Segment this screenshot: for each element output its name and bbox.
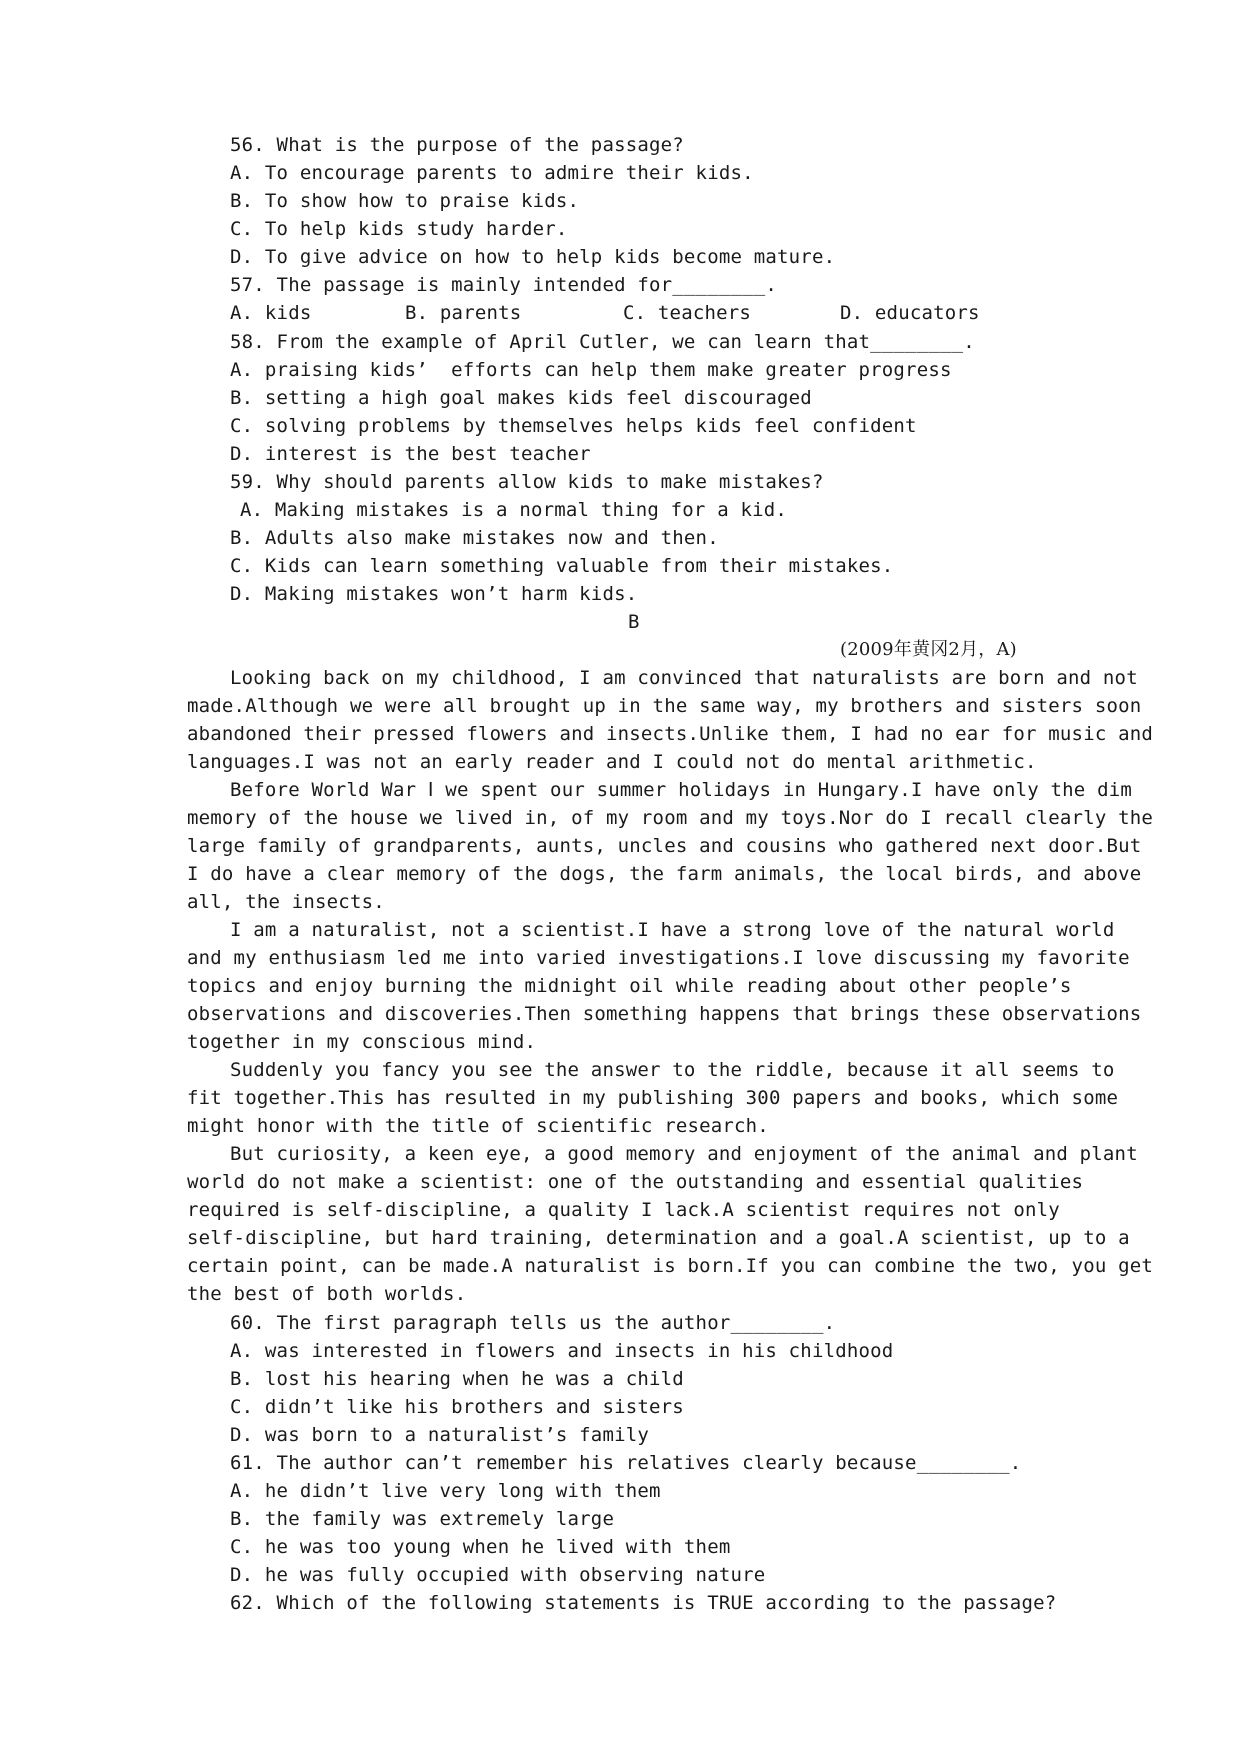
passage-line: large family of grandparents, aunts, uncles and cousins who gathered next door.But <box>187 835 1142 857</box>
passage-line: made.Although we were all brought up in the same way, my brothers and sisters soon <box>187 695 1142 717</box>
passage-line: the best of both worlds. <box>187 1283 467 1305</box>
question-62: 62. Which of the following statements is TRUE according to the passage? <box>230 1592 1057 1614</box>
option-58d: D. interest is the best teacher <box>230 443 591 465</box>
option-59a: A. Making mistakes is a normal thing for a kid. <box>240 499 788 521</box>
passage-line: certain point, can be made.A naturalist is born.If you can combine the two, you get <box>187 1255 1154 1277</box>
passage-line: all, the insects. <box>187 891 385 913</box>
option-60a: A. was interested in flowers and insects in his childhood <box>230 1340 894 1362</box>
option-57a: A. kids <box>230 302 312 324</box>
passage-line: memory of the house we lived in, of my room and my toys.Nor do I recall clearly the <box>187 807 1154 829</box>
question-61: 61. The author can’t remember his relatives clearly because________. <box>230 1452 1022 1474</box>
option-59c: C. Kids can learn something valuable from their mistakes. <box>230 555 894 577</box>
option-59b: B. Adults also make mistakes now and then. <box>230 527 719 549</box>
option-57b: B. parents <box>405 302 522 324</box>
option-59d: D. Making mistakes won’t harm kids. <box>230 583 638 605</box>
passage-line: Suddenly you fancy you see the answer to the riddle, because it all seems to <box>230 1059 1115 1081</box>
passage-line: abandoned their pressed flowers and insects.Unlike them, I had no ear for music and <box>187 723 1154 745</box>
passage-line: Looking back on my childhood, I am convinced that naturalists are born and not <box>230 667 1138 689</box>
option-60d: D. was born to a naturalist’s family <box>230 1424 650 1446</box>
option-61d: D. he was fully occupied with observing nature <box>230 1564 766 1586</box>
option-61b: B. the family was extremely large <box>230 1508 615 1530</box>
passage-line: I do have a clear memory of the dogs, the farm animals, the local birds, and above <box>187 863 1142 885</box>
passage-line: languages.I was not an early reader and I could not do mental arithmetic. <box>187 751 1037 773</box>
question-59: 59. Why should parents allow kids to make mistakes? <box>230 471 824 493</box>
passage-line: might honor with the title of scientific research. <box>187 1115 769 1137</box>
option-57c: C. teachers <box>623 302 752 324</box>
option-61a: A. he didn’t live very long with them <box>230 1480 661 1502</box>
question-60: 60. The first paragraph tells us the author________. <box>230 1312 836 1334</box>
passage-line: observations and discoveries.Then something happens that brings these observations <box>187 1003 1142 1025</box>
source-note: (2009年黄冈2月，A) <box>840 639 1017 660</box>
option-56c: C. To help kids study harder. <box>230 218 568 240</box>
passage-line: world do not make a scientist: one of the outstanding and essential qualities <box>187 1171 1084 1193</box>
option-57d: D. educators <box>840 302 980 324</box>
option-56a: A. To encourage parents to admire their kids. <box>230 162 754 184</box>
option-58c: C. solving problems by themselves helps kids feel confident <box>230 415 917 437</box>
options-57 <box>230 300 980 326</box>
passage-line: fit together.This has resulted in my publishing 300 papers and books, which some <box>187 1087 1119 1109</box>
passage-line: I am a naturalist, not a scientist.I have a strong love of the natural world <box>230 919 1115 941</box>
option-60b: B. lost his hearing when he was a child <box>230 1368 684 1390</box>
question-57: 57. The passage is mainly intended for________. <box>230 274 778 296</box>
option-60c: C. didn’t like his brothers and sisters <box>230 1396 684 1418</box>
option-61c: C. he was too young when he lived with them <box>230 1536 731 1558</box>
option-56b: B. To show how to praise kids. <box>230 190 580 212</box>
passage-line: together in my conscious mind. <box>187 1031 537 1053</box>
passage-line: Before World War Ⅰ we spent our summer holidays in Hungary.I have only the dim <box>230 779 1133 801</box>
option-58a: A. praising kids’ efforts can help them make greater progress <box>230 359 952 381</box>
passage-line: topics and enjoy burning the midnight oil while reading about other people’s <box>187 975 1072 997</box>
passage-line: But curiosity, a keen eye, a good memory and enjoyment of the animal and plant <box>230 1143 1138 1165</box>
passage-line: self-discipline, but hard training, determination and a goal.A scientist, up to a <box>187 1227 1130 1249</box>
option-56d: D. To give advice on how to help kids become mature. <box>230 246 836 268</box>
question-58: 58. From the example of April Cutler, we can learn that________. <box>230 331 975 353</box>
section-heading: B <box>628 611 640 633</box>
passage-line: and my enthusiasm led me into varied investigations.I love discussing my favorite <box>187 947 1130 969</box>
passage-line: required is self-discipline, a quality I lack.A scientist requires not only <box>187 1199 1060 1221</box>
question-56: 56. What is the purpose of the passage? <box>230 134 684 156</box>
option-58b: B. setting a high goal makes kids feel discouraged <box>230 387 812 409</box>
